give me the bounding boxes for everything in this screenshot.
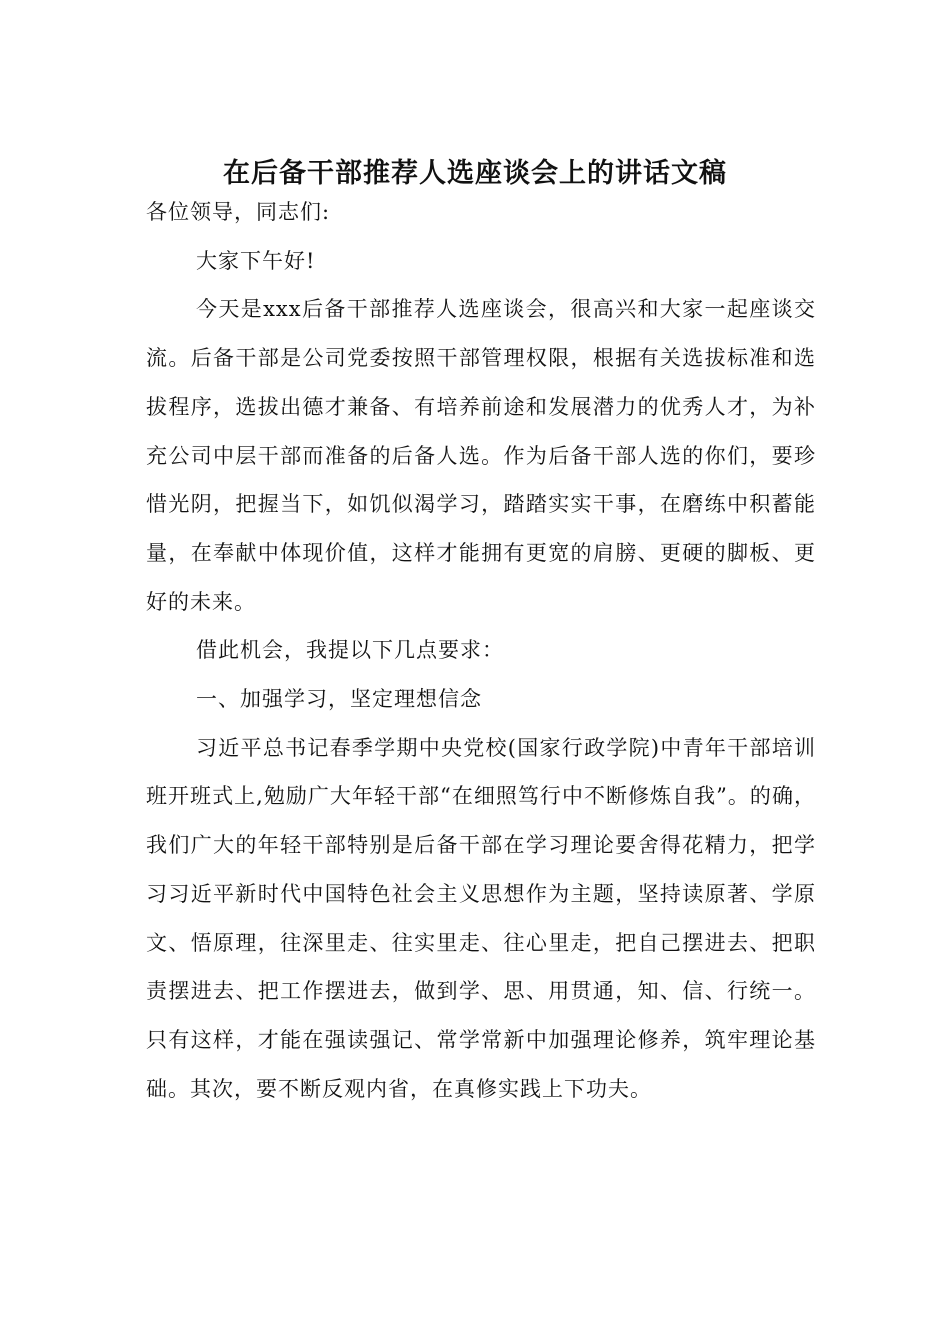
paragraph-section-1: 习近平总书记春季学期中央党校(国家行政学院)中青年干部培训班开班式上,勉励广大年轻干部“在细照笃行中不断修炼自我”。的确，我们广大的年轻干部特别是后备干部在学习理论要舍得花精力，把学习习近平新时代中国特色社会主义思想作为主题，坚持读原著、学原文、悟原理，往深里走、往实里走、往心里走，把自己摆进去、把职责摆进去、把工作摆进去，做到学、思、用贯通，知、信、行统一。只有这样，才能在强读强记、常学常新中加强理论修养，筑牢理论基础。其次，要不断反观内省，在真修实践上下功夫。: [146, 735, 816, 1101]
section-heading-1: 一、加强学习，坚定理想信念: [196, 687, 482, 712]
paragraph-requirements-lead: 借此机会，我提以下几点要求：: [196, 638, 504, 663]
document-title: 在后备干部推荐人选座谈会上的讲话文稿: [223, 158, 727, 189]
salutation: 各位领导，同志们:: [146, 200, 331, 224]
paragraph-greeting: 大家下午好!: [196, 248, 316, 273]
paragraph-intro: 今天是xxx后备干部推荐人选座谈会，很高兴和大家一起座谈交流。后备干部是公司党委按照干部管理权限，根据有关选拔标准和选拔程序，选拔出德才兼备、有培养前途和发展潜力的优秀人才，为补充公司中层干部而准备的后备人选。作为后备干部人选的你们，要珍惜光阴，把握当下，如饥似渴学习，踏踏实实干事，在磨练中积蓄能量，在奉献中体现价值，这样才能拥有更宽的肩膀、更硬的脚板、更好的未来。: [146, 297, 816, 614]
document-body: [146, 188, 816, 1113]
